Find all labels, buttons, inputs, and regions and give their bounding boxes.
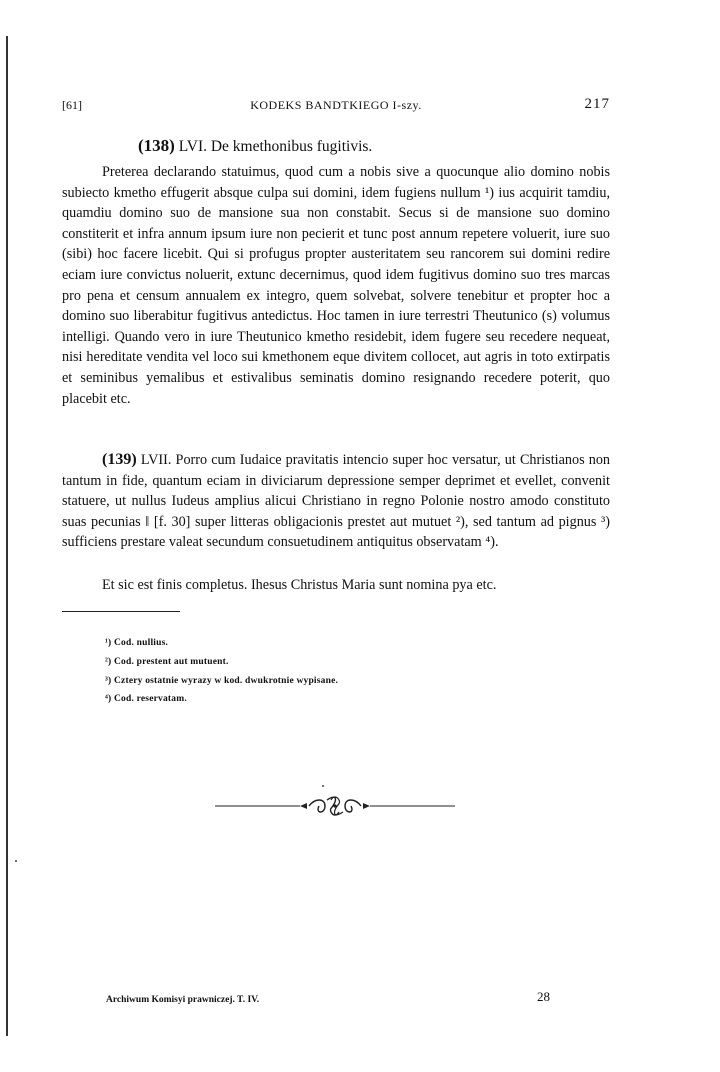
section-title <box>138 136 372 156</box>
header-title: KODEKS BANDTKIEGO I-szy. <box>250 98 422 112</box>
paragraph-139 <box>62 450 610 553</box>
footnote-4: ⁴) Cod. reservatam. <box>105 694 187 705</box>
signature-number: 28 <box>537 989 550 1004</box>
scan-edge-line <box>6 36 8 1036</box>
footnotes <box>105 634 338 709</box>
paragraph-139-text: LVII. Porro cum Iudaice pravitatis intencio super hoc versatur, ut Christianos non tantum in fide, quantum eciam in diviciarum depressione semper deprimet et evellet, convenit statuere, ut nullus Iudeus amplius alicui Christiano in regno Polonie nostro amodo constituto suas pecunias ‖ [f. 30] super litteras obligacionis prestet aut mutuet ²), sed tantum ad pignus ³) sufficiens prestare valeat secundum consuetudinem antiquitus observatam ⁴). <box>62 452 611 551</box>
footer-series-title: Archiwum Komisyi prawniczej. T. IV. <box>106 995 260 1005</box>
footnote-1: ¹) Cod. nullius. <box>105 638 169 648</box>
footnote-divider <box>62 611 180 612</box>
section-number: (138) <box>138 136 175 155</box>
speck <box>322 785 324 787</box>
section-number-139: (139) <box>102 451 137 468</box>
header-page-ref: [61] <box>62 98 82 112</box>
footnote-3: ³) Cztery ostatnie wyrazy w kod. dwukrotnie wypisane. <box>105 675 339 686</box>
closing-line: Et sic est finis completus. Ihesus Christus Maria sunt nomina pya etc. <box>102 577 497 593</box>
page-number: 217 <box>584 96 610 112</box>
speck <box>15 860 17 862</box>
section-heading: LVI. De kmethonibus fugitivis. <box>178 138 373 155</box>
footnote-2: ²) Cod. prestent aut mutuent. <box>105 656 229 667</box>
paragraph-138: Preterea declarando statuimus, quod cum a nobis sive a quocunque alio domino nobis subiecto kmetho effugerit absque culpa sui domini, idem fugiens nullum ¹) ius acquirit tamdiu, quamdiu domino suo de mansione sua non constabit. Secus si de mansione suo domino constiterit et infra annum ipsum iure non pecierit et tunc post annum repetere voluerit, iure suo (sibi) hoc facere licebit. Qui si profugus propter austeritatem seu rancorem sui domini redire eciam iure convictus noluerit, extunc decernimus, quod idem fugitivus domino suo tres marcas pro pena et censum annualem ex integro, quem solvebat, solvere tenebitur et propter hoc a domino suo liberabitur fugitivus antedictus. Hoc tamen in iure terrestri Theutunico (s) volumus intelligi. Quando vero in iure Theutunico kmetho residebit, idem fugere seu recedere nequeat, nisi hereditate vendita vel loco sui kmethonem eque divitem collocet, aut agris in toto extirpatis et seminibus yemalibus et estivalibus seminatis domino resignando recedere poterit, quo placebit etc. <box>62 164 610 407</box>
tailpiece-ornament <box>215 792 455 820</box>
running-header <box>62 96 610 116</box>
